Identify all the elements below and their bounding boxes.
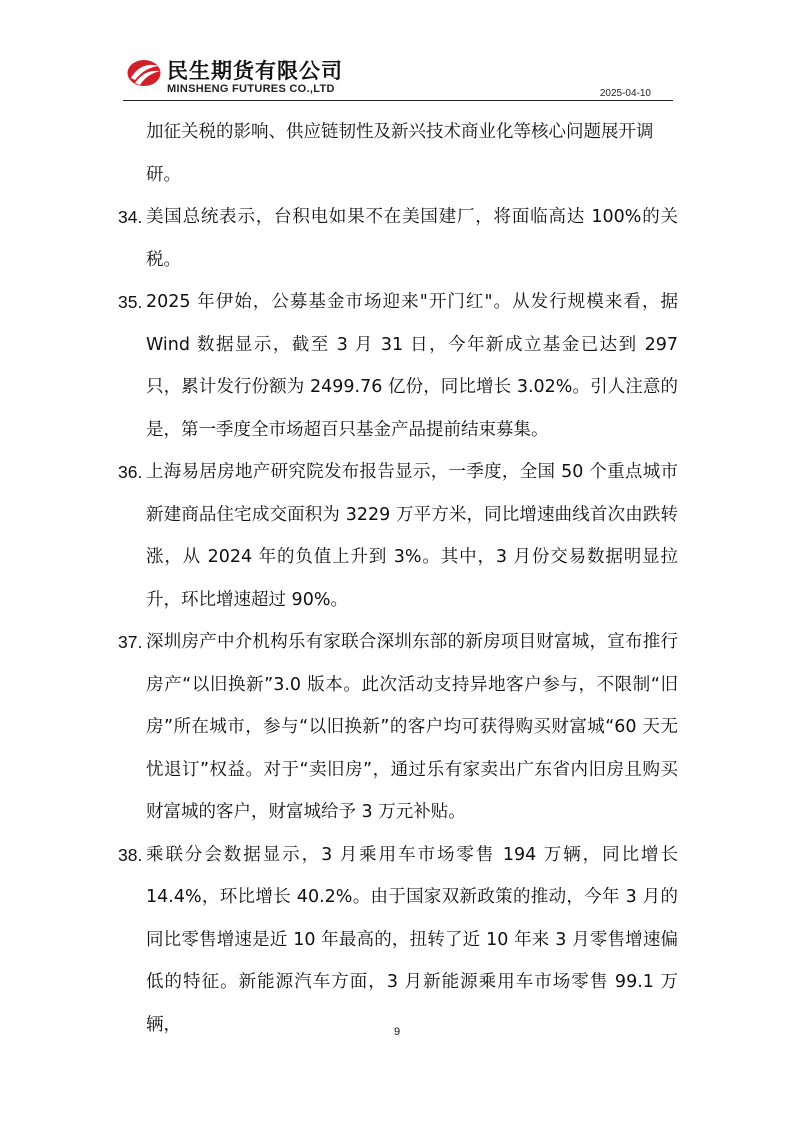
- list-item: [118, 196, 678, 281]
- item-number: 37.: [118, 632, 143, 652]
- page-header: [123, 52, 673, 104]
- company-name-en: MINSHENG FUTURES CO.,LTD: [167, 83, 335, 95]
- list-item: [118, 834, 678, 1047]
- item-text: 2025 年伊始，公募基金市场迎来"开门红"。从发行规模来看，据 Wind 数据显示，截至 3 月 31 日，今年新成立基金已达到 297 只，累计发行份额为 2499.76 亿份，同比增长 3.02%。引人注意的是，第一季度全市场超百只基金产品提前结束募集。: [146, 292, 678, 440]
- item-number: 34.: [118, 207, 143, 227]
- list-item: [118, 451, 678, 621]
- item-text: 深圳房产中介机构乐有家联合深圳东部的新房项目财富城，宣布推行房产“以旧换新”3.0 版本。此次活动支持异地客户参与，不限制“旧房”所在城市，参与“以旧换新”的客户均可获得购买财富城“60 天无忧退订”权益。对于“卖旧房”，通过乐有家卖出广东省内旧房且购买财富城的客户，财富城给予 3 万元补贴。: [146, 632, 678, 822]
- item-text: 上海易居房地产研究院发布报告显示，一季度，全国 50 个重点城市新建商品住宅成交面积为 3229 万平方米，同比增速曲线首次由跌转涨，从 2024 年的负值上升到 3%。其中，3 月份交易数据明显拉升，环比增速超过 90%。: [146, 462, 678, 610]
- item-number: 36.: [118, 462, 143, 482]
- continuation-paragraph: 加征关税的影响、供应链韧性及新兴技术商业化等核心问题展开调研。: [146, 122, 654, 185]
- item-text: 美国总统表示，台积电如果不在美国建厂，将面临高达 100%的关税。: [146, 207, 678, 270]
- list-item: [118, 621, 678, 834]
- company-name-cn: 民生期货有限公司: [167, 59, 343, 83]
- item-number: 38.: [118, 844, 143, 865]
- list-item: [118, 281, 678, 451]
- document-body: [118, 111, 678, 1046]
- minsheng-logo-icon: [126, 58, 162, 88]
- item-text: 乘联分会数据显示，3 月乘用车市场零售 194 万辆，同比增长 14.4%，环比增长 40.2%。由于国家双新政策的推动，今年 3 月的同比零售增速是近 10 年最高的，扭转了近 10 年来 3 月零售增速偏低的特征。新能源汽车方面，3 月新能源乘用车市场零售 99.1 万辆，: [146, 844, 678, 1035]
- page-number: 9: [393, 1026, 401, 1038]
- header-divider: [123, 100, 673, 101]
- item-number: 35.: [118, 292, 143, 312]
- report-date: 2025-04-10: [599, 88, 651, 99]
